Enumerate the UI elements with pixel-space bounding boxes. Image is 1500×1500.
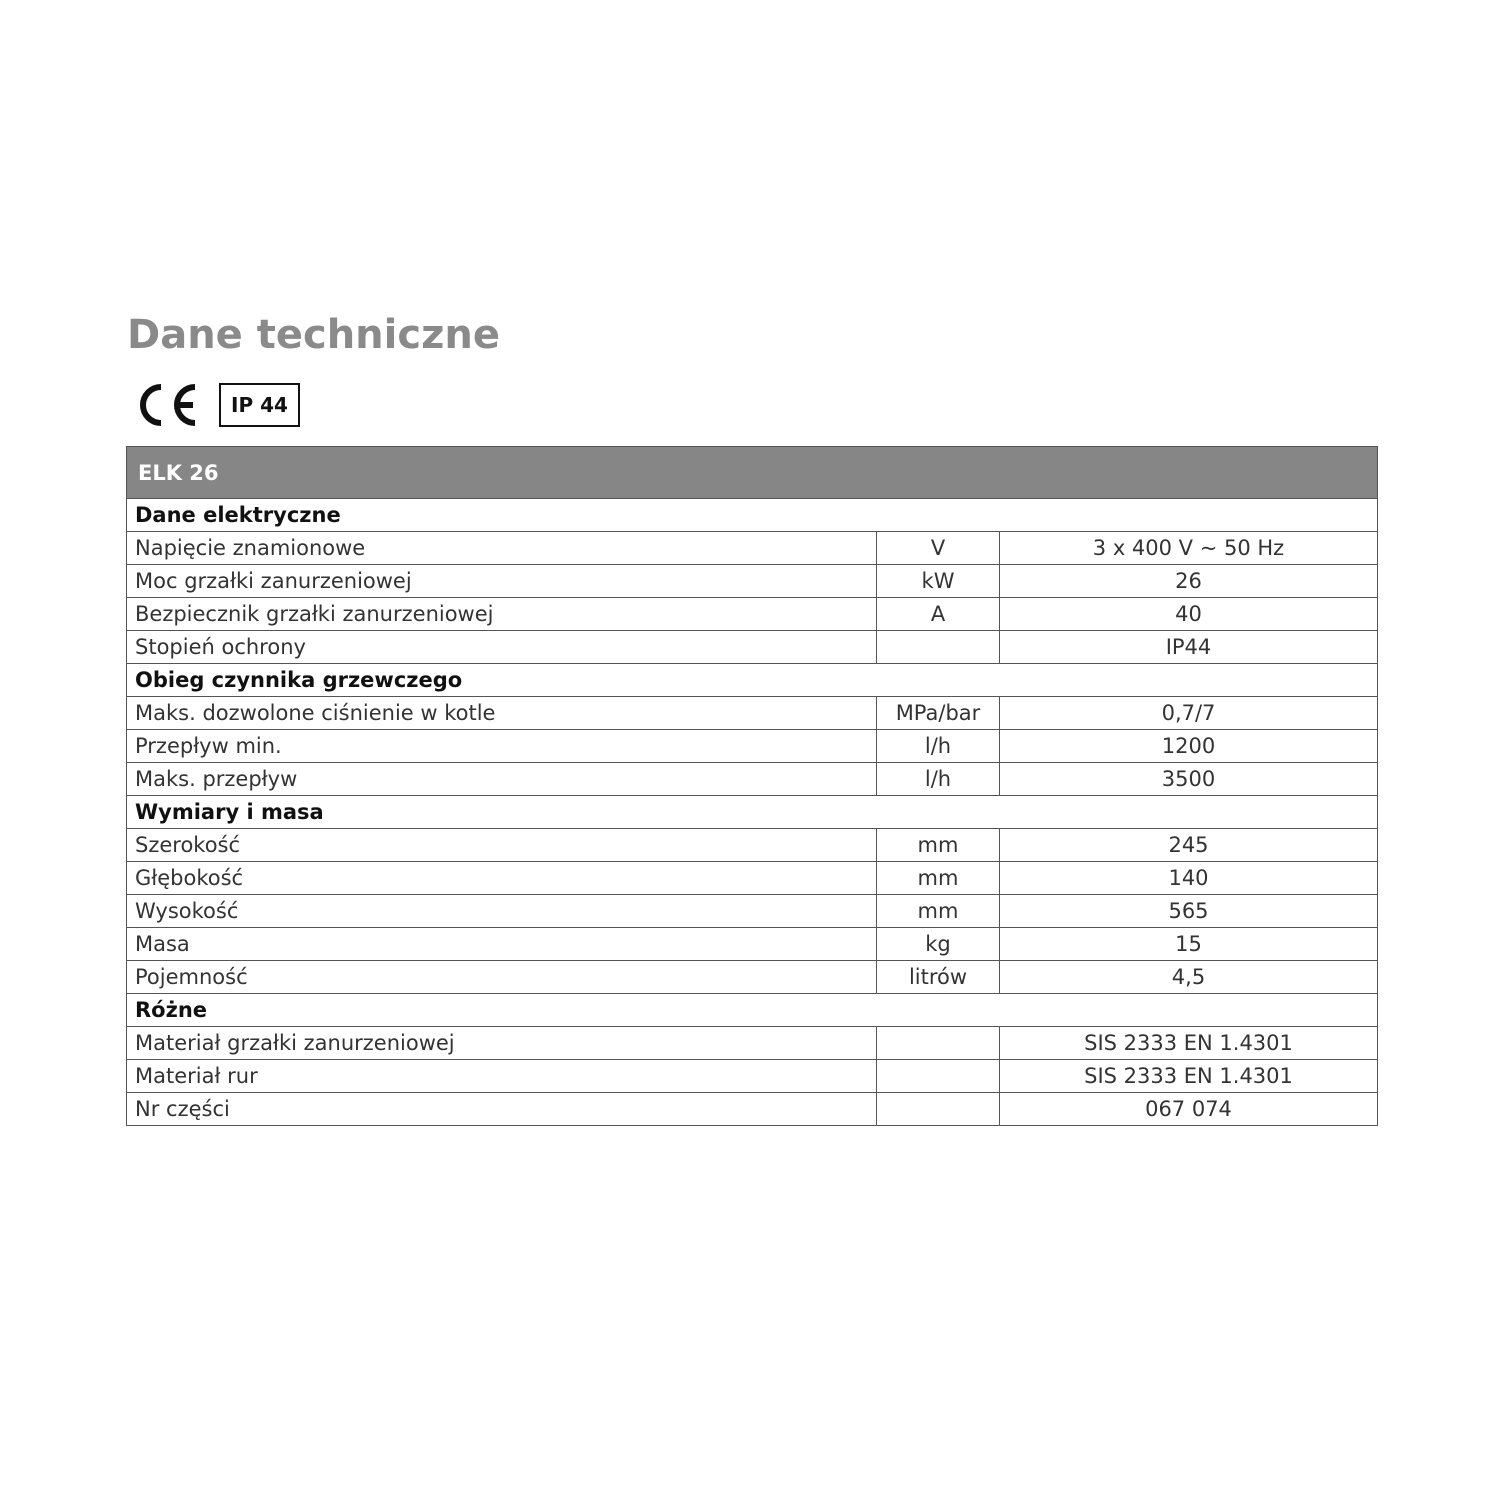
ip-rating-badge: IP 44	[219, 383, 300, 427]
spec-value: 565	[1000, 895, 1378, 928]
spec-label: Pojemność	[127, 961, 877, 994]
section-title: Dane elektryczne	[127, 499, 1378, 532]
spec-value: 4,5	[1000, 961, 1378, 994]
spec-unit: l/h	[877, 730, 1000, 763]
spec-value: IP44	[1000, 631, 1378, 664]
spec-label: Szerokość	[127, 829, 877, 862]
ce-mark-icon	[133, 381, 199, 429]
table-row	[127, 829, 1378, 862]
spec-unit: MPa/bar	[877, 697, 1000, 730]
spec-label: Maks. przepływ	[127, 763, 877, 796]
spec-label: Materiał grzałki zanurzeniowej	[127, 1027, 877, 1060]
spec-value: 067 074	[1000, 1093, 1378, 1126]
table-row	[127, 532, 1378, 565]
table-row	[127, 763, 1378, 796]
table-row	[127, 1060, 1378, 1093]
table-row	[127, 631, 1378, 664]
spec-label: Bezpiecznik grzałki zanurzeniowej	[127, 598, 877, 631]
table-row	[127, 697, 1378, 730]
spec-value: 1200	[1000, 730, 1378, 763]
spec-value: 245	[1000, 829, 1378, 862]
table-row	[127, 730, 1378, 763]
section-title: Wymiary i masa	[127, 796, 1378, 829]
spec-unit: mm	[877, 829, 1000, 862]
spec-value: 0,7/7	[1000, 697, 1378, 730]
spec-unit: V	[877, 532, 1000, 565]
spec-value: 40	[1000, 598, 1378, 631]
spec-unit: kg	[877, 928, 1000, 961]
spec-value: 26	[1000, 565, 1378, 598]
spec-unit	[877, 631, 1000, 664]
model-name: ELK 26	[127, 447, 1378, 499]
model-header-row	[127, 447, 1378, 499]
spec-value: SIS 2333 EN 1.4301	[1000, 1027, 1378, 1060]
spec-label: Przepływ min.	[127, 730, 877, 763]
certification-marks	[133, 381, 300, 429]
spec-label: Materiał rur	[127, 1060, 877, 1093]
spec-label: Stopień ochrony	[127, 631, 877, 664]
table-row	[127, 862, 1378, 895]
spec-unit: litrów	[877, 961, 1000, 994]
table-row	[127, 895, 1378, 928]
section-title: Różne	[127, 994, 1378, 1027]
spec-label: Moc grzałki zanurzeniowej	[127, 565, 877, 598]
spec-value: 15	[1000, 928, 1378, 961]
table-row	[127, 565, 1378, 598]
spec-unit	[877, 1060, 1000, 1093]
spec-label: Nr części	[127, 1093, 877, 1126]
section-header-row	[127, 796, 1378, 829]
page-title: Dane techniczne	[127, 312, 500, 358]
table-row	[127, 928, 1378, 961]
spec-unit	[877, 1027, 1000, 1060]
spec-unit: mm	[877, 895, 1000, 928]
spec-value: 3500	[1000, 763, 1378, 796]
spec-value: SIS 2333 EN 1.4301	[1000, 1060, 1378, 1093]
spec-unit	[877, 1093, 1000, 1126]
spec-value: 3 x 400 V ~ 50 Hz	[1000, 532, 1378, 565]
table-row	[127, 1093, 1378, 1126]
spec-unit: l/h	[877, 763, 1000, 796]
section-title: Obieg czynnika grzewczego	[127, 664, 1378, 697]
spec-unit: A	[877, 598, 1000, 631]
table-row	[127, 961, 1378, 994]
spec-label: Maks. dozwolone ciśnienie w kotle	[127, 697, 877, 730]
table-row	[127, 1027, 1378, 1060]
spec-unit: mm	[877, 862, 1000, 895]
spec-label: Napięcie znamionowe	[127, 532, 877, 565]
spec-label: Głębokość	[127, 862, 877, 895]
spec-label: Masa	[127, 928, 877, 961]
table-row	[127, 598, 1378, 631]
section-header-row	[127, 664, 1378, 697]
spec-value: 140	[1000, 862, 1378, 895]
technical-data-table	[126, 446, 1378, 1126]
spec-unit: kW	[877, 565, 1000, 598]
spec-label: Wysokość	[127, 895, 877, 928]
section-header-row	[127, 499, 1378, 532]
section-header-row	[127, 994, 1378, 1027]
